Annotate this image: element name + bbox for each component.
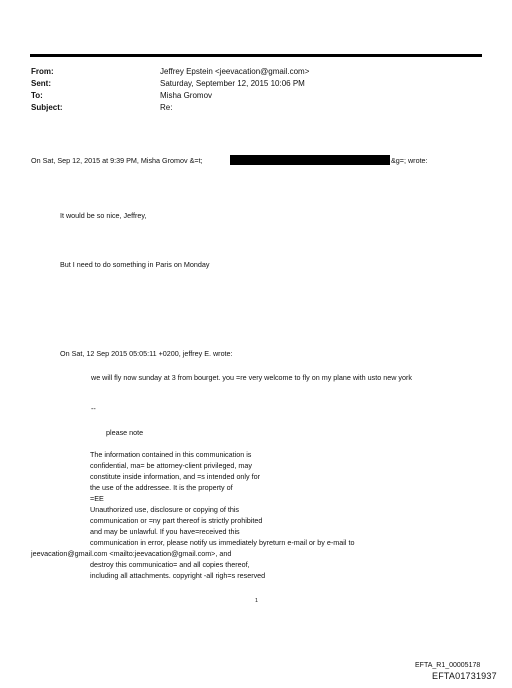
- please-note: please note: [106, 428, 144, 437]
- disclaimer-line: destroy this communicatio= and all copies thereof,: [90, 560, 250, 569]
- sent-value: Saturday, September 12, 2015 10:06 PM: [160, 79, 305, 88]
- subject-label: Subject:: [31, 103, 63, 112]
- disclaimer-line: The information contained in this communication is: [90, 450, 252, 459]
- disclaimer-email-line: jeevacation@gmail.com <mailto:jeevacation@gmail.com>, and: [31, 549, 232, 558]
- message-line-1: It would be so nice, Jeffrey,: [60, 211, 147, 220]
- from-value: Jeffrey Epstein <jeevacation@gmail.com>: [160, 67, 310, 76]
- quote-intro: On Sat, 12 Sep 2015 05:05:11 +0200, jeffrey E. wrote:: [60, 349, 233, 358]
- to-value: Misha Gromov: [160, 91, 213, 100]
- redaction-bar: [230, 155, 390, 165]
- disclaimer-line: the use of the addressee. It is the property of: [90, 483, 233, 492]
- from-label: From:: [31, 67, 54, 76]
- reply-intro-end: &g=; wrote:: [391, 156, 428, 165]
- reply-intro: On Sat, Sep 12, 2015 at 9:39 PM, Misha Gromov &=t;: [31, 156, 203, 165]
- signature-dashes: --: [91, 404, 96, 413]
- disclaimer-line: constitute inside information, and =s intended only for: [90, 472, 261, 481]
- disclaimer-line: Unauthorized use, disclosure or copying of this: [90, 505, 240, 514]
- disclaimer-line: and may be unlawful. If you have=received this: [90, 527, 240, 536]
- sent-label: Sent:: [31, 79, 51, 88]
- disclaimer-line: =EE: [90, 494, 104, 503]
- subject-value: Re:: [160, 103, 173, 112]
- header-rule: [30, 54, 482, 57]
- disclaimer-line: communication or =ny part thereof is strictly prohibited: [90, 516, 263, 525]
- to-label: To:: [31, 91, 43, 100]
- disclaimer-line: communication in error, please notify us immediately byreturn e-mail or by e-mail to: [90, 538, 355, 547]
- quote-line: we will fly now sunday at 3 from bourget. you =re very welcome to fly on my plane with usto new york: [91, 373, 412, 382]
- message-line-2: But I need to do something in Paris on Monday: [60, 260, 210, 269]
- disclaimer-line: including all attachments. copyright -all righ=s reserved: [90, 571, 266, 580]
- disclaimer-line: confidential, ma= be attorney-client privileged, may: [90, 461, 253, 470]
- page-number: 1: [255, 598, 259, 604]
- bates-number-small: EFTA_R1_00005178: [415, 662, 481, 669]
- bates-number-large: EFTA01731937: [432, 671, 497, 681]
